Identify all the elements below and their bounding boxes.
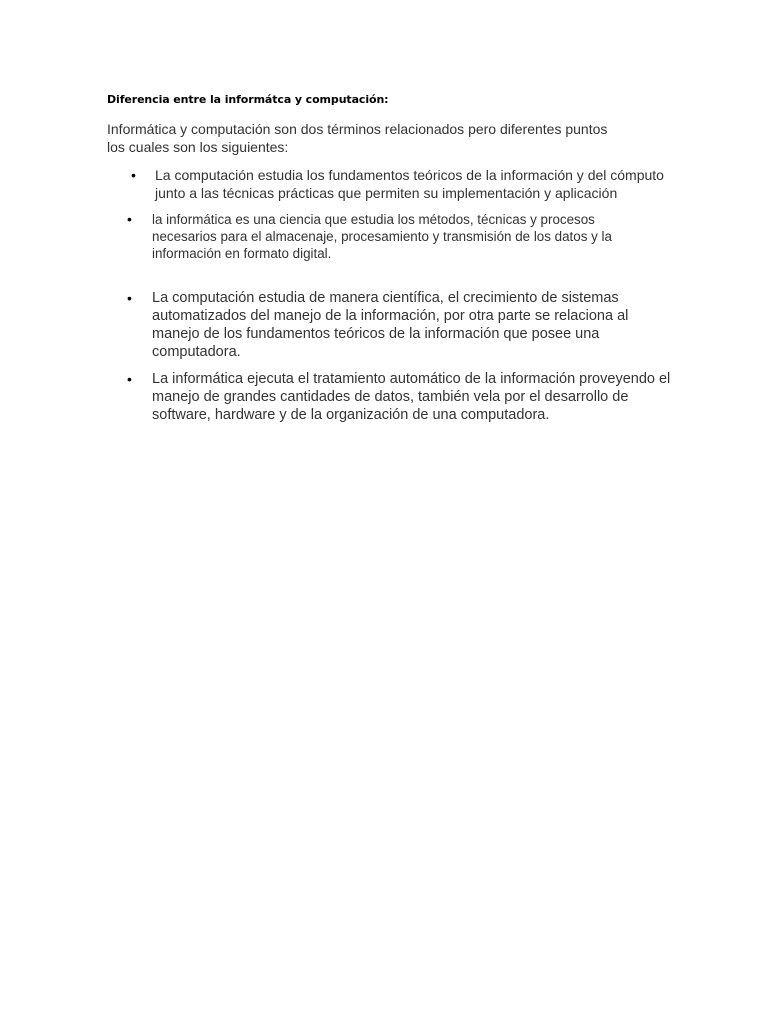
- bullet-icon: •: [127, 211, 132, 227]
- bullet-icon: •: [127, 371, 132, 387]
- list-item: La computación estudia de manera científica, el crecimiento de sistemas automatizados del manejo de la información, por otra parte se relaciona al manejo de los fundamentos teóricos de la información que posee una computadora.: [152, 290, 629, 360]
- document-title: Diferencia entre la informátca y computación:: [107, 93, 389, 106]
- bullet-icon: •: [127, 290, 132, 306]
- intro-paragraph: Informática y computación son dos términos relacionados pero diferentes puntos los cuales son los siguientes:: [107, 121, 608, 155]
- list-item: La informática ejecuta el tratamiento automático de la información proveyendo el manejo de grandes cantidades de datos, también vela por el desarrollo de software, hardware y de la organización de una computadora.: [152, 371, 671, 423]
- list-item: la informática es una ciencia que estudia los métodos, técnicas y procesos necesarios para el almacenaje, procesamiento y transmisión de los datos y la información en formato digital.: [152, 212, 612, 261]
- list-item: La computación estudia los fundamentos teóricos de la información y del cómputo junto a las técnicas prácticas que permiten su implementación y aplicación: [155, 167, 664, 201]
- bullet-icon: •: [131, 167, 136, 183]
